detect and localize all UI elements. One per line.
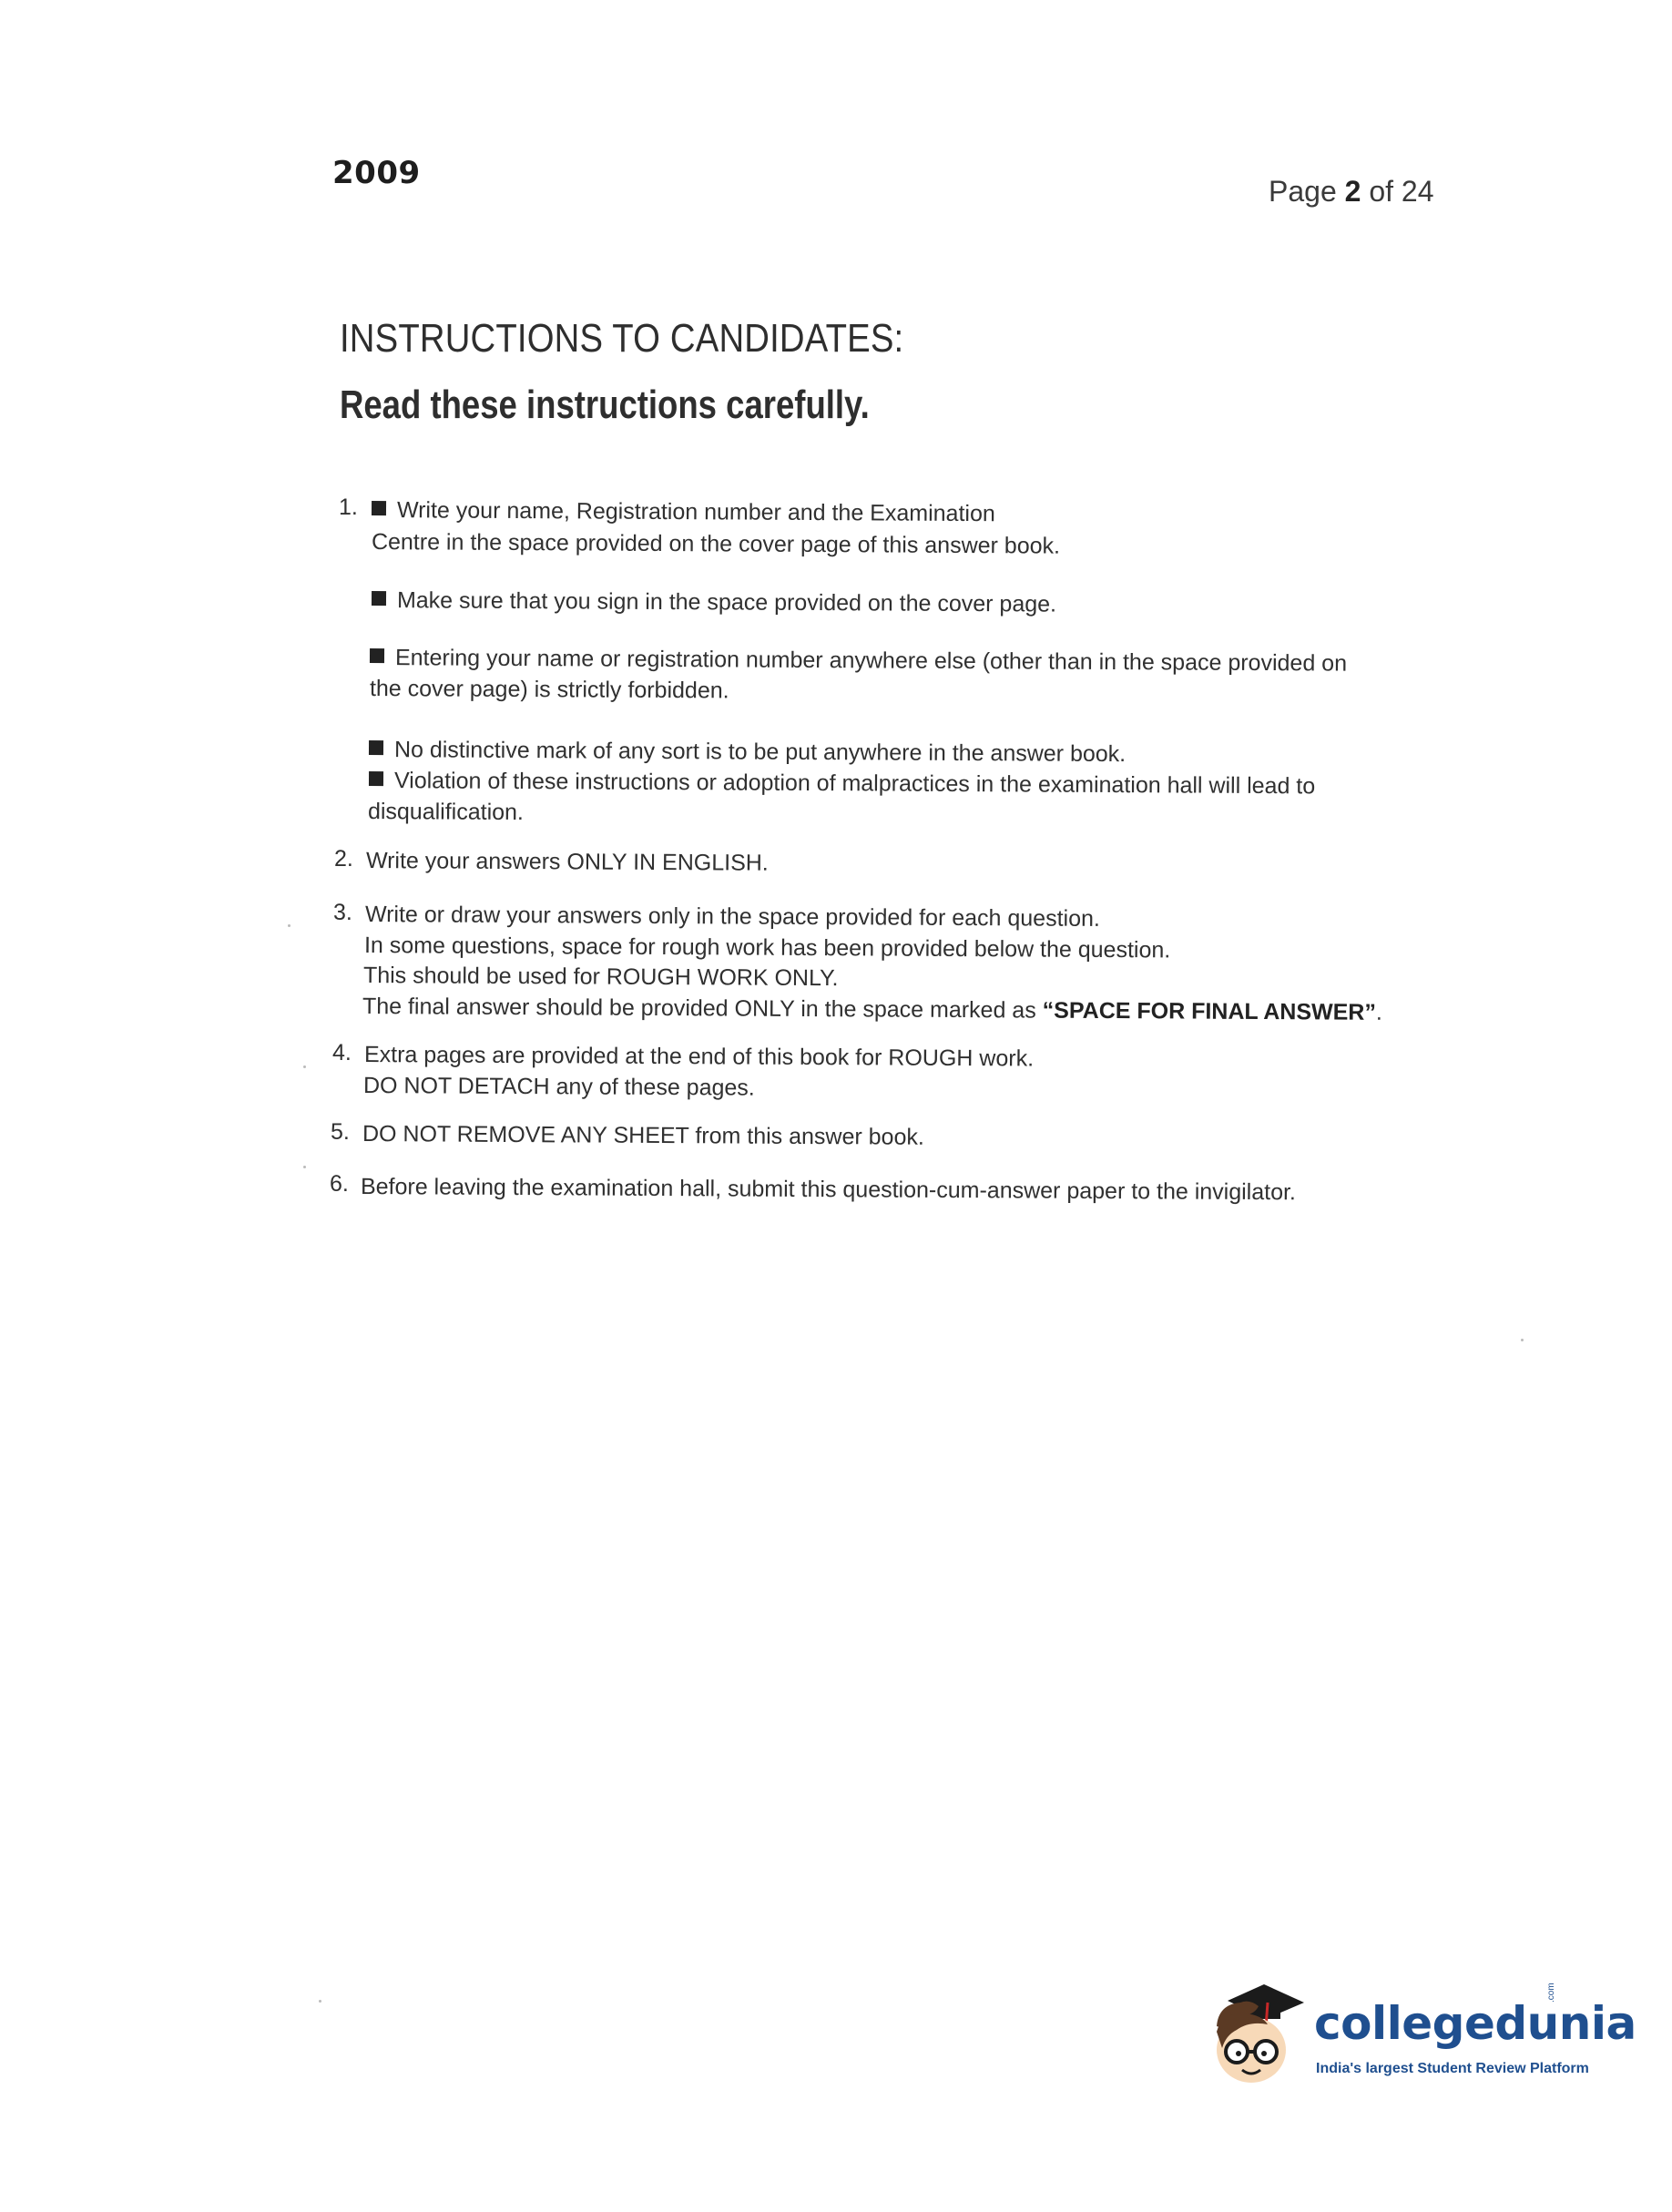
instructions-subheading: Read these instructions carefully.	[340, 382, 870, 427]
logo-tagline: India's largest Student Review Platform	[1316, 2061, 1589, 2076]
instruction-2-text: Write your answers ONLY IN ENGLISH.	[365, 848, 769, 876]
scan-speck	[1521, 1339, 1524, 1341]
instruction-1-number: 1.	[339, 494, 358, 520]
bullet-square	[372, 501, 386, 515]
instruction-1-bullet-3	[370, 644, 1347, 678]
collegedunia-logo	[1209, 1981, 1636, 2090]
scan-speck	[303, 1065, 306, 1068]
instruction-3-line-2: In some questions, space for rough work has been provided below the question.	[363, 933, 1171, 963]
instruction-1-bullet-1-line-1: Write your name, Registration number and the Examination	[396, 497, 995, 527]
instruction-1-bullet-3-line-2: the cover page) is strictly forbidden.	[369, 676, 729, 704]
instruction-1-bullet-1	[372, 496, 995, 527]
instructions-heading: INSTRUCTIONS TO CANDIDATES:	[340, 316, 904, 361]
instruction-1-bullet-4-text: No distinctive mark of any sort is to be put anywhere in the answer book.	[393, 737, 1127, 768]
logo-name: collegedunia	[1314, 1997, 1636, 2050]
page-middle: of	[1361, 175, 1402, 208]
instruction-4-number: 4.	[332, 1040, 352, 1065]
page-total: 24	[1401, 175, 1434, 208]
instruction-6-number: 6.	[330, 1171, 349, 1197]
instruction-1-bullet-5-line-1: Violation of these instructions or adoption of malpractices in the examination hall will lead to	[393, 768, 1316, 800]
instruction-4-line-1: Extra pages are provided at the end of this book for ROUGH work.	[363, 1042, 1035, 1072]
page-prefix: Page	[1269, 175, 1345, 208]
instruction-5-number: 5.	[331, 1119, 350, 1145]
page-current: 2	[1344, 175, 1361, 208]
scan-speck	[288, 924, 291, 927]
instruction-1-bullet-2-text: Make sure that you sign in the space provided on the cover page.	[396, 587, 1057, 617]
instruction-3-number: 3.	[333, 900, 352, 925]
instruction-2-number: 2.	[334, 846, 353, 872]
instruction-3-line-4-text: The final answer should be provided ONLY in the space marked as	[362, 994, 1043, 1024]
page-number	[1269, 175, 1433, 209]
scan-speck	[319, 2000, 321, 2003]
mascot-icon	[1209, 1981, 1314, 2090]
instruction-3-line-4-end: .	[1375, 999, 1382, 1025]
year-label: 2009	[332, 155, 421, 191]
instruction-1-bullet-2	[372, 586, 1056, 618]
instruction-1-bullet-5-line-2: disqualification.	[367, 799, 525, 826]
instruction-1-bullet-5	[369, 767, 1315, 800]
instruction-5-text: DO NOT REMOVE ANY SHEET from this answer book.	[362, 1121, 924, 1150]
instruction-3-line-4	[362, 993, 1382, 1026]
bullet-square	[372, 591, 386, 606]
instruction-1-bullet-3-line-1: Entering your name or registration number anywhere else (other than in the space provided on	[394, 645, 1348, 677]
logo-com: .com	[1546, 1983, 1556, 2003]
bullet-square	[370, 648, 384, 663]
instruction-1-bullet-4	[369, 736, 1126, 768]
scan-speck	[303, 1166, 306, 1168]
instruction-3-line-3: This should be used for ROUGH WORK ONLY.	[362, 963, 839, 992]
instruction-6-text: Before leaving the examination hall, submit this question-cum-answer paper to the invigilator.	[360, 1174, 1297, 1206]
bullet-square	[369, 740, 383, 755]
instruction-4-line-2: DO NOT DETACH any of these pages.	[362, 1073, 755, 1101]
instruction-1-bullet-1-line-2: Centre in the space provided on the cover page of this answer book.	[371, 529, 1061, 559]
instruction-3-line-1: Write or draw your answers only in the space provided for each question.	[364, 902, 1100, 932]
bullet-square	[369, 771, 383, 786]
final-answer-label: “SPACE FOR FINAL ANSWER”	[1042, 997, 1377, 1025]
